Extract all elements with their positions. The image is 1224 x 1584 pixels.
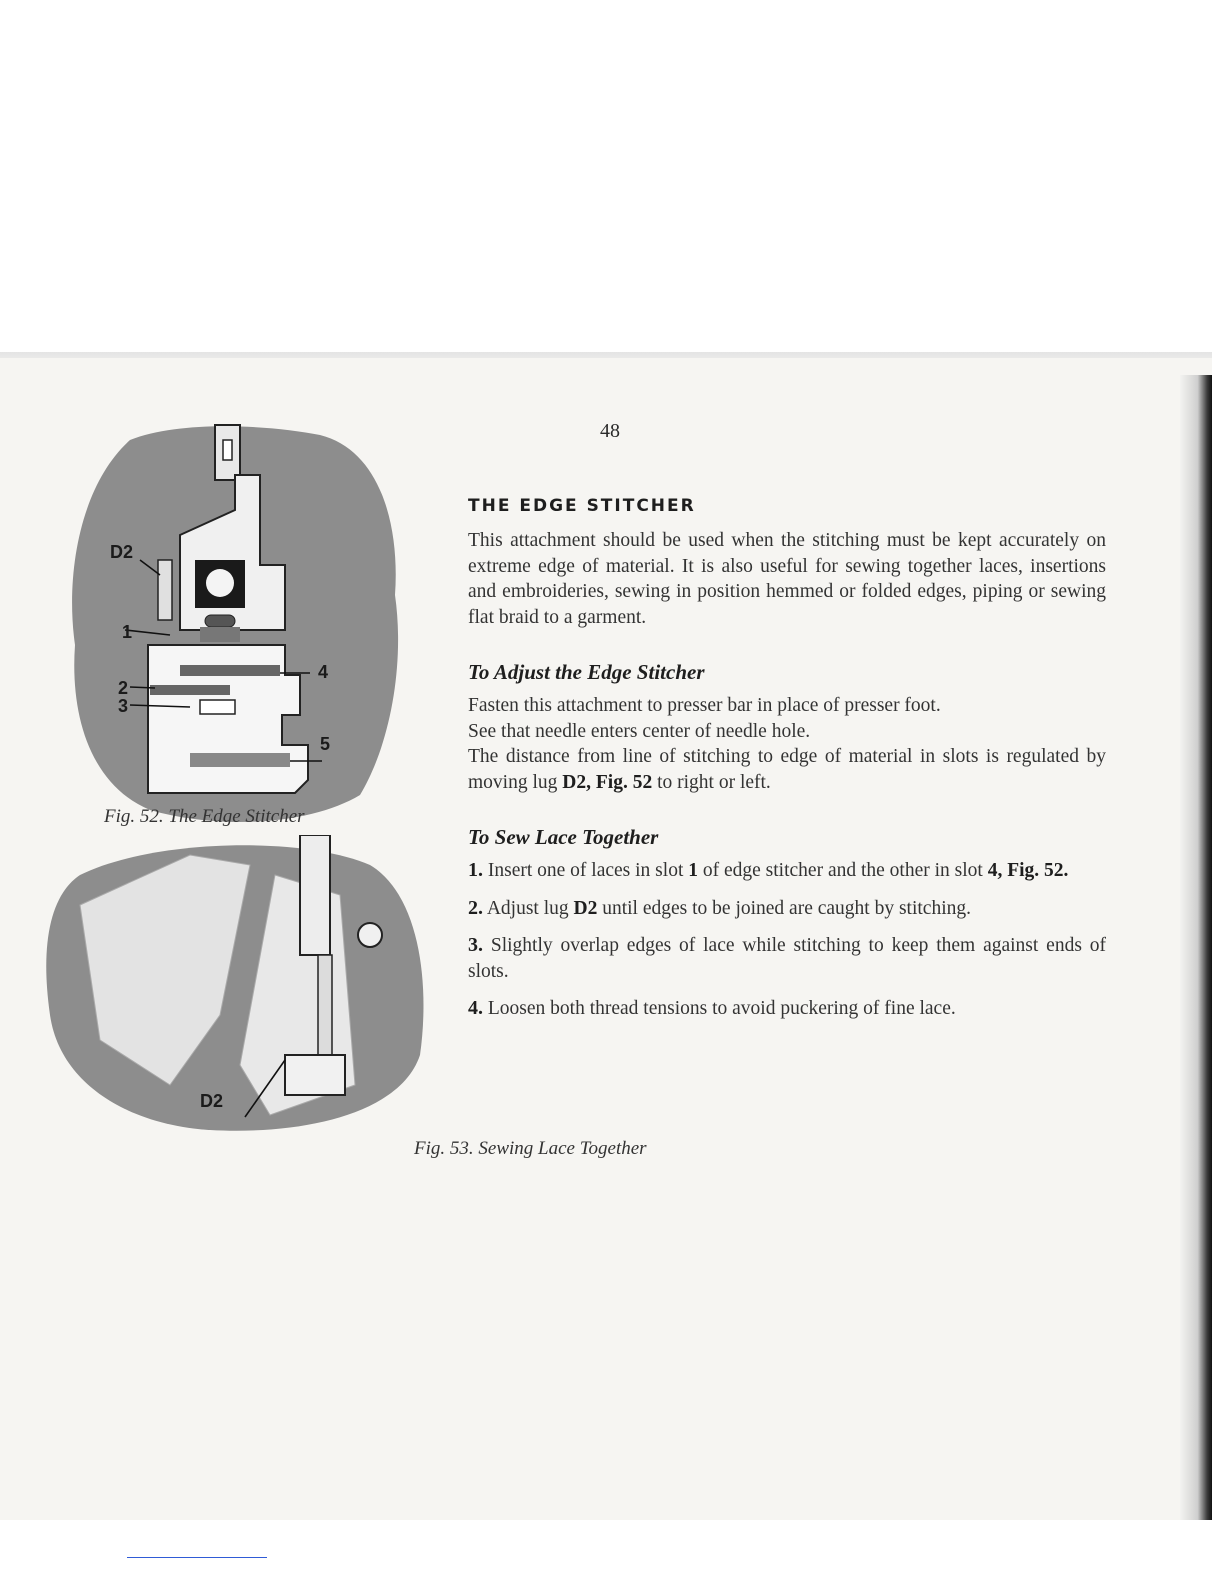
adjust-line-3 <box>468 744 1106 795</box>
page-number: 48 <box>600 420 620 442</box>
sew-lace-heading: To Sew Lace Together <box>468 825 659 849</box>
step-number: 1. <box>468 859 483 881</box>
text-column <box>468 496 1106 1022</box>
step-number: 2. <box>468 896 483 919</box>
adjust-line-2: See that needle enters center of needle hole. <box>468 720 811 742</box>
callout-d2: D2 <box>110 542 134 562</box>
step-number: 4. <box>468 997 483 1019</box>
adjust-slot <box>205 615 235 627</box>
step-text: Adjust lug <box>486 897 569 919</box>
intro-paragraph: This attachment should be used when the stitching must be kept accurately on extreme edge of material. It is also useful for sewing together laces, insertions and embroideries, sewing in position hemmed or folded edges, piping or sewing flat braid to a garment. <box>468 530 1106 628</box>
tension-knob <box>358 923 382 947</box>
callout-2: 2 <box>118 678 129 698</box>
lug-ref: D2, <box>562 771 591 793</box>
adjust-line-1: Fasten this attachment to presser bar in place of presser foot. <box>468 695 941 716</box>
link-underline[interactable] <box>127 1557 267 1558</box>
adjust-line-3-end: to right or left. <box>657 771 771 793</box>
step-1 <box>468 858 1106 884</box>
lug-ref: D2 <box>573 897 598 919</box>
slot-5 <box>190 753 290 767</box>
adjust-heading: To Adjust the Edge Stitcher <box>468 660 705 684</box>
callout-1: 1 <box>122 622 133 642</box>
edge-stitcher-attached <box>285 1055 345 1095</box>
edge-stitcher-illustration <box>60 415 410 835</box>
slot-4 <box>180 665 280 676</box>
needle-hole <box>200 700 235 714</box>
callout-4: 4 <box>318 662 329 682</box>
step-text: until edges to be joined are caught by stitching. <box>602 897 972 919</box>
machine-needle-bar <box>300 835 330 955</box>
slot-fig-ref: 4, Fig. 52. <box>987 860 1069 881</box>
slot-2 <box>150 685 230 695</box>
step-text: Slightly overlap edges of lace while stitching to keep them against ends of slots. <box>468 935 1106 982</box>
fig-ref: Fig. 52 <box>595 771 653 793</box>
step-number: 3. <box>468 934 483 956</box>
step-4 <box>468 996 1106 1022</box>
step-text: Loosen both thread tensions to avoid puckering of fine lace. <box>487 998 956 1019</box>
fig53-caption: Fig. 53. Sewing Lace Together <box>414 1138 647 1159</box>
callout-5: 5 <box>320 734 331 754</box>
fig52-caption: Fig. 52. The Edge Stitcher <box>104 806 305 827</box>
slot-1 <box>200 627 240 642</box>
lug-d2 <box>158 560 172 620</box>
step-text: Insert one of laces in slot <box>487 860 684 881</box>
book-spine-shadow <box>1180 375 1212 1520</box>
callout-d2-fig53: D2 <box>200 1091 224 1111</box>
step-2 <box>468 896 1106 922</box>
shank-slot <box>223 440 232 460</box>
callout-3: 3 <box>118 696 129 716</box>
presser-bar <box>318 955 332 1065</box>
step-text: of edge stitcher and the other in slot <box>702 860 983 881</box>
slot-ref: 1 <box>688 860 698 881</box>
thumb-screw-head <box>206 569 234 597</box>
sewing-lace-illustration <box>40 835 430 1135</box>
adjust-line-3-text: The distance from line of stitching to edge of material in slots is regulated by moving lug <box>468 746 1106 793</box>
section-title: THE EDGE STITCHER <box>468 496 696 516</box>
step-3 <box>468 933 1106 984</box>
